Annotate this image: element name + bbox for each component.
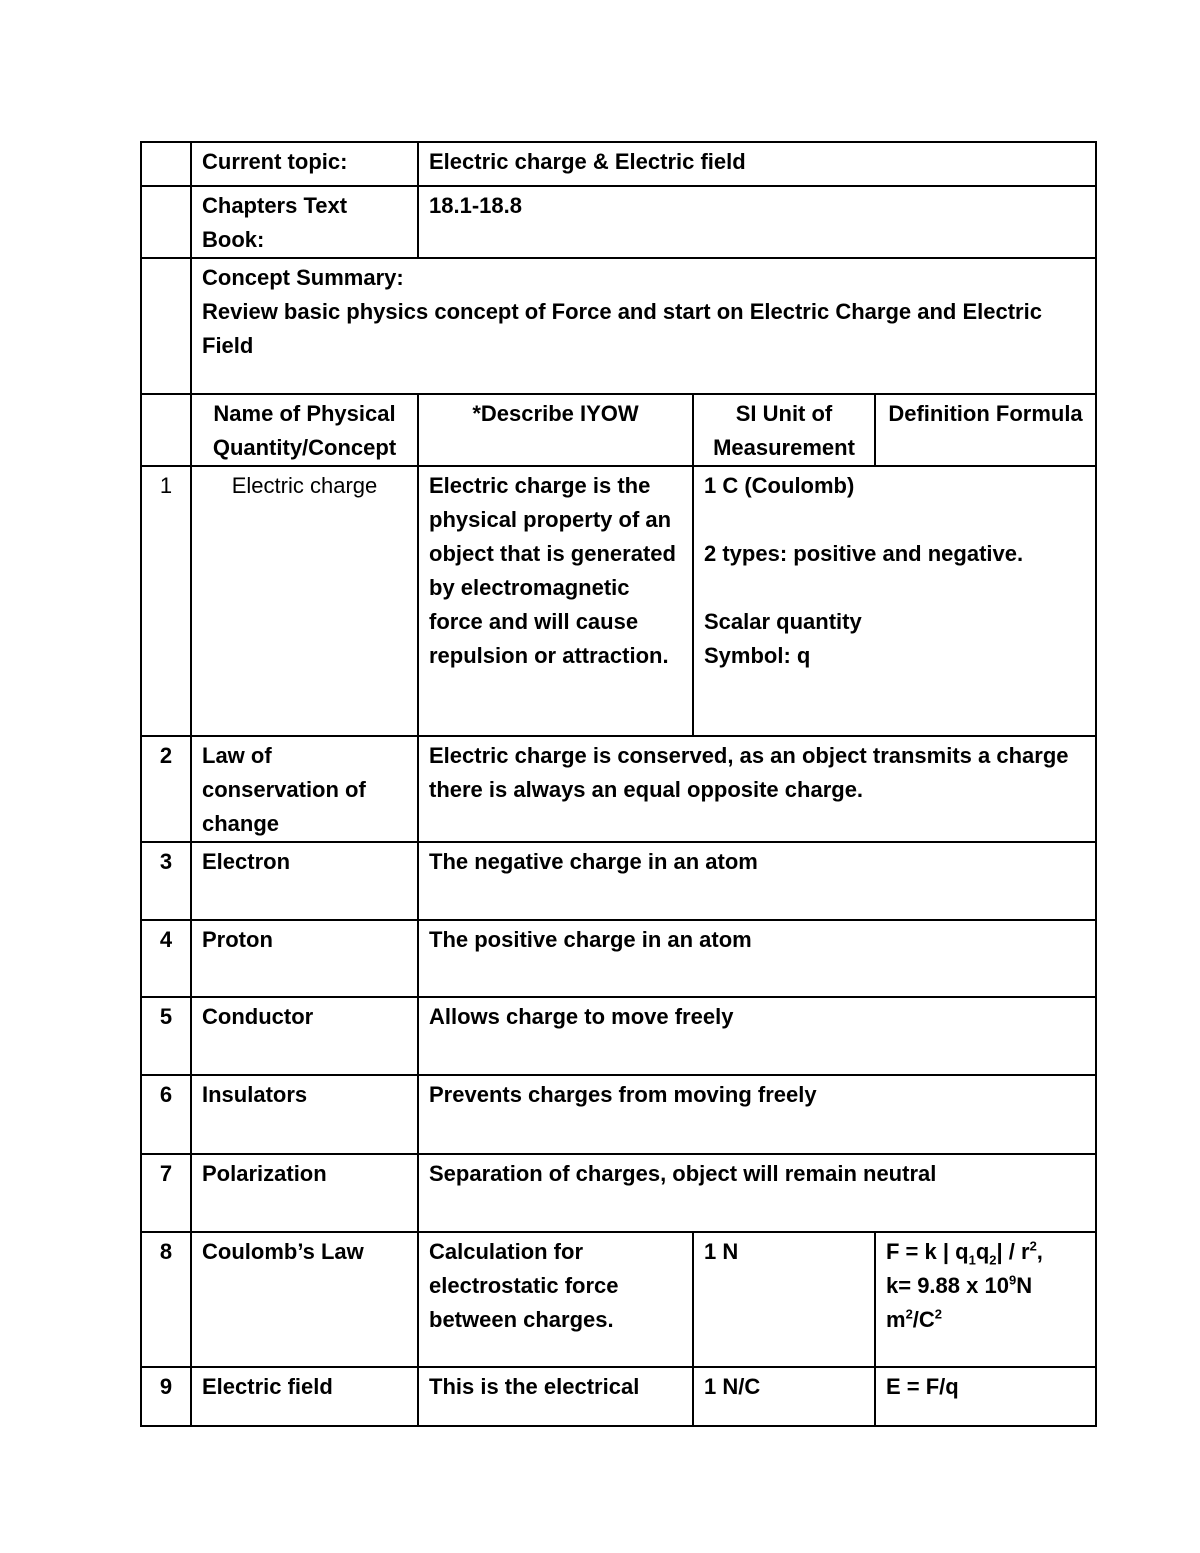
row-name: Polarization <box>191 1154 418 1232</box>
table-row <box>141 466 1096 736</box>
row-describe: Electric charge is the physical property of an object that is generated by electromagnetic force and will cause repulsion or attraction. <box>418 466 693 736</box>
table-row <box>141 1367 1096 1426</box>
summary-cell <box>191 258 1096 394</box>
table-row <box>141 736 1096 842</box>
row-number: 5 <box>141 997 191 1075</box>
row-describe: Separation of charges, object will remain neutral <box>418 1154 1096 1232</box>
row-describe: The negative charge in an atom <box>418 842 1096 920</box>
row-name: Conductor <box>191 997 418 1075</box>
row-name: Electron <box>191 842 418 920</box>
row-formula: E = F/q <box>875 1367 1096 1426</box>
unit-line: Scalar quantity <box>704 609 862 634</box>
row-describe: Prevents charges from moving freely <box>418 1075 1096 1154</box>
row-unit <box>693 466 1096 736</box>
row-formula: F = k | $q_1q_2| / r^2$, k= 9.88 x $10^9N$ $m^2/C^2$ <box>875 1232 1096 1367</box>
row-describe: This is the electrical <box>418 1367 693 1426</box>
row-unit: 1 N <box>693 1232 875 1367</box>
topic-row <box>141 142 1096 186</box>
summary-text: Review basic physics concept of Force and start on Electric Charge and Electric Field <box>202 299 1042 358</box>
topic-label: Current topic: <box>191 142 418 186</box>
column-header-row <box>141 394 1096 466</box>
row-number: 2 <box>141 736 191 842</box>
table-row <box>141 920 1096 997</box>
row-name: Proton <box>191 920 418 997</box>
row-describe: Electric charge is conserved, as an object transmits a charge there is always an equal opposite charge. <box>418 736 1096 842</box>
row-number: 4 <box>141 920 191 997</box>
row-name: Insulators <box>191 1075 418 1154</box>
concept-table <box>140 141 1097 1427</box>
table-row <box>141 842 1096 920</box>
row-name: Electric charge <box>191 466 418 736</box>
chapters-row <box>141 186 1096 258</box>
table-row <box>141 1075 1096 1154</box>
row-describe: Allows charge to move freely <box>418 997 1096 1075</box>
chapters-value: 18.1-18.8 <box>418 186 1096 258</box>
row-number: 3 <box>141 842 191 920</box>
summary-row <box>141 258 1096 394</box>
row-name: Coulomb’s Law <box>191 1232 418 1367</box>
table-row <box>141 1154 1096 1232</box>
chapters-label: Chapters Text Book: <box>191 186 418 258</box>
empty-cell <box>141 142 191 186</box>
empty-cell <box>141 394 191 466</box>
row-number: 9 <box>141 1367 191 1426</box>
header-describe: *Describe IYOW <box>418 394 693 466</box>
row-number: 1 <box>141 466 191 736</box>
row-describe: The positive charge in an atom <box>418 920 1096 997</box>
row-name: Law of conservation of change <box>191 736 418 842</box>
unit-line: 2 types: positive and negative. <box>704 541 1024 566</box>
topic-value: Electric charge & Electric field <box>418 142 1096 186</box>
unit-line: 1 C (Coulomb) <box>704 473 855 498</box>
row-number: 7 <box>141 1154 191 1232</box>
header-unit: SI Unit of Measurement <box>693 394 875 466</box>
row-name: Electric field <box>191 1367 418 1426</box>
row-number: 6 <box>141 1075 191 1154</box>
summary-label: Concept Summary: <box>202 265 404 290</box>
row-number: 8 <box>141 1232 191 1367</box>
empty-cell <box>141 258 191 394</box>
header-name: Name of Physical Quantity/Concept <box>191 394 418 466</box>
table-row <box>141 1232 1096 1367</box>
row-describe: Calculation for electrostatic force between charges. <box>418 1232 693 1367</box>
row-unit: 1 N/C <box>693 1367 875 1426</box>
unit-line: Symbol: q <box>704 643 811 668</box>
header-formula: Definition Formula <box>875 394 1096 466</box>
table-row <box>141 997 1096 1075</box>
empty-cell <box>141 186 191 258</box>
